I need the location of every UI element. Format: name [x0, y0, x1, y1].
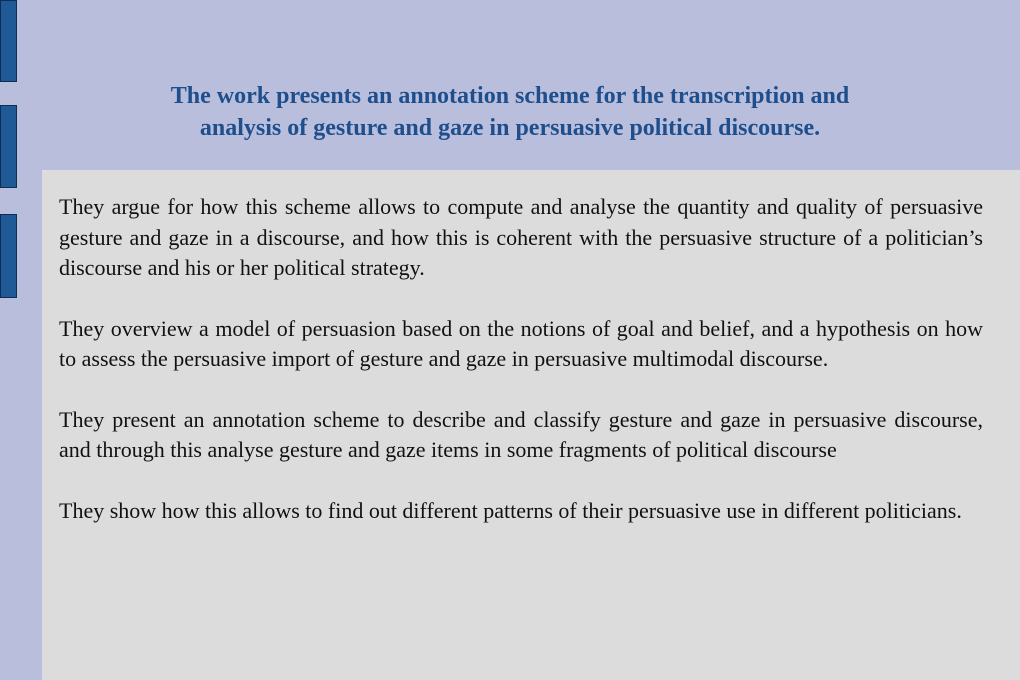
slide-title-line-2: analysis of gesture and gaze in persuasive political discourse.	[199, 115, 821, 141]
slide-title-line-1: The work presents an annotation scheme for the transcription and	[170, 83, 850, 109]
paragraph-overview: They overview a model of persuasion based on the notions of goal and belief, and a hypothesis on how to assess the persuasive import of gesture and gaze in persuasive multimodal discourse.	[59, 315, 983, 371]
accent-bar-top	[0, 0, 17, 82]
accent-bar-middle	[0, 105, 17, 188]
paragraph-show: They show how this allows to find out different patterns of their persuasive use in different politicians.	[59, 497, 962, 523]
slide-title	[40, 80, 980, 144]
accent-bar-bottom	[0, 214, 17, 298]
paragraph-argue: They argue for how this scheme allows to compute and analyse the quantity and quality of persuasive gesture and gaze in a discourse, and how this is coherent with the persuasive structure of a politician’s discourse and his or her political strategy.	[59, 194, 983, 280]
content-panel	[42, 170, 1020, 680]
paragraph-present: They present an annotation scheme to describe and classify gesture and gaze in persuasive discourse, and through this analyse gesture and gaze items in some fragments of political discourse	[59, 406, 983, 462]
